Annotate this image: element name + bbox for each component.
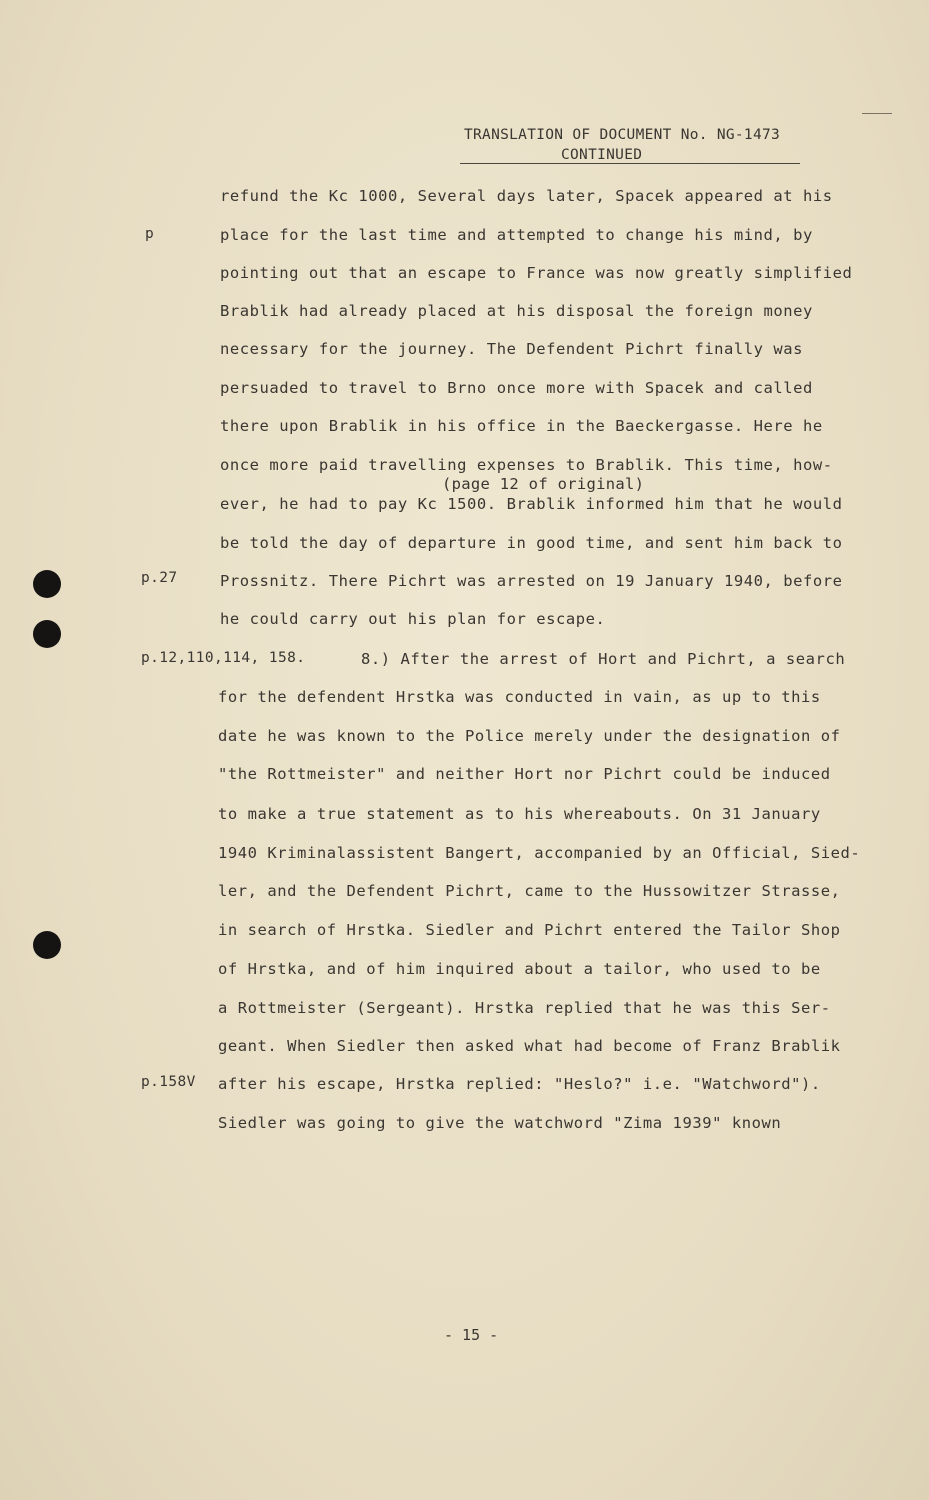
text-line: 8.) After the arrest of Hort and Pichrt, a search xyxy=(361,650,846,668)
punch-hole xyxy=(33,620,61,648)
text-line: refund the Kc 1000, Several days later, Spacek appeared at his xyxy=(220,187,833,205)
punch-hole xyxy=(33,570,61,598)
page-number: - 15 - xyxy=(444,1326,499,1344)
text-line: in search of Hrstka. Siedler and Pichrt entered the Tailor Shop xyxy=(218,921,841,939)
text-line: place for the last time and attempted to change his mind, by xyxy=(220,226,813,244)
text-line: geant. When Siedler then asked what had become of Franz Brablik xyxy=(218,1037,841,1055)
text-line: be told the day of departure in good time, and sent him back to xyxy=(220,534,843,552)
margin-ref: p.12,110,114, 158. xyxy=(141,650,306,666)
text-line: pointing out that an escape to France was now greatly simplified xyxy=(220,264,853,282)
text-line: date he was known to the Police merely under the designation of xyxy=(218,727,841,745)
text-line: ever, he had to pay Kc 1500. Brablik informed him that he would xyxy=(220,495,843,513)
text-line: 1940 Kriminalassistent Bangert, accompanied by an Official, Sied- xyxy=(218,844,861,862)
text-line: after his escape, Hrstka replied: "Heslo?" i.e. "Watchword"). xyxy=(218,1075,821,1093)
text-line: of Hrstka, and of him inquired about a tailor, who used to be xyxy=(218,960,821,978)
text-line: Siedler was going to give the watchword "Zima 1939" known xyxy=(218,1114,782,1132)
text-line: ler, and the Defendent Pichrt, came to the Hussowitzer Strasse, xyxy=(218,882,841,900)
text-line: for the defendent Hrstka was conducted in vain, as up to this xyxy=(218,688,821,706)
margin-ref: p.158V xyxy=(141,1074,196,1090)
text-line: once more paid travelling expenses to Brablik. This time, how- xyxy=(220,456,833,474)
margin-ref: p xyxy=(145,226,155,242)
document-subtitle: CONTINUED xyxy=(561,147,643,163)
margin-ref: p.27 xyxy=(141,570,178,586)
text-line: there upon Brablik in his office in the Baeckergasse. Here he xyxy=(220,417,823,435)
text-line: "the Rottmeister" and neither Hort nor Pichrt could be induced xyxy=(218,765,831,783)
text-line: to make a true statement as to his whereabouts. On 31 January xyxy=(218,805,821,823)
page-annotation: (page 12 of original) xyxy=(442,475,645,493)
header-underline xyxy=(460,163,800,164)
punch-hole xyxy=(33,931,61,959)
document-title: TRANSLATION OF DOCUMENT No. NG-1473 xyxy=(464,127,781,143)
text-line: persuaded to travel to Brno once more with Spacek and called xyxy=(220,379,813,397)
text-line: necessary for the journey. The Defendent Pichrt finally was xyxy=(220,340,804,358)
text-line: he could carry out his plan for escape. xyxy=(220,610,606,628)
edge-mark xyxy=(862,113,892,114)
text-line: Brablik had already placed at his disposal the foreign money xyxy=(220,302,813,320)
text-line: Prossnitz. There Pichrt was arrested on 19 January 1940, before xyxy=(220,572,843,590)
text-line: a Rottmeister (Sergeant). Hrstka replied that he was this Ser- xyxy=(218,999,831,1017)
